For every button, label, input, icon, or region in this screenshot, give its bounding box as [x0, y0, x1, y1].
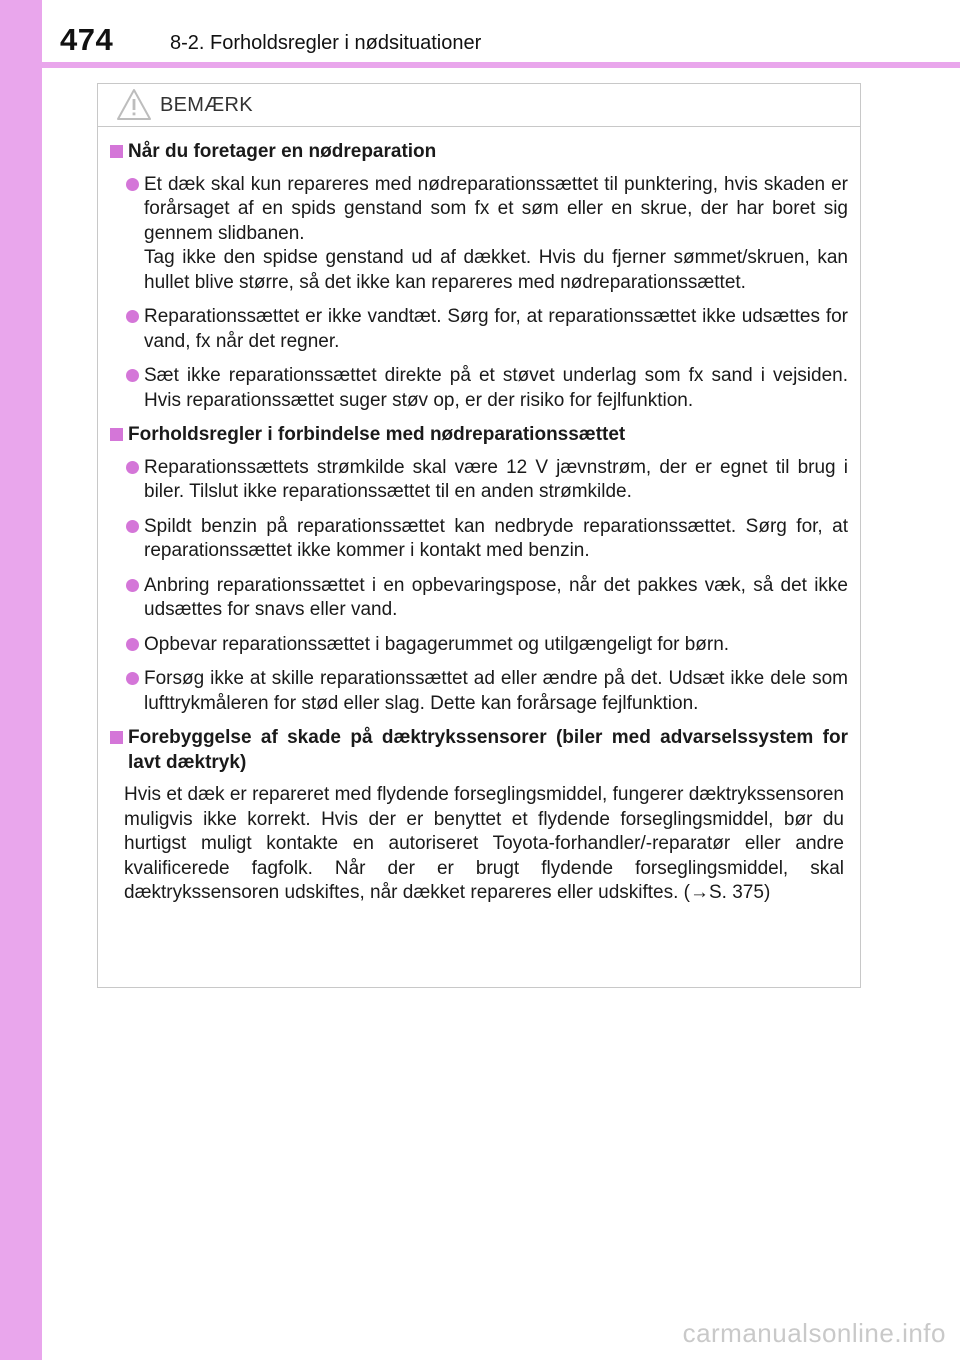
list-item — [98, 456, 858, 505]
circle-bullet-icon — [126, 310, 139, 323]
list-item — [98, 515, 858, 564]
circle-bullet-icon — [126, 520, 139, 533]
section-paragraph: Hvis et dæk er repareret med flydende forseglingsmiddel, fungerer dæktrykssensoren muligvis ikke korrekt. Hvis der er benyttet et flydende forseglingsmiddel, bør du hurtigst muligt kontakte en autoriseret Toyota-forhandler/-reparatør eller andre kvalificerede fagfolk. Når der er brugt flydende forseglingsmiddel, skal dæktrykssensoren udskiftes, når dækket repareres eller udskiftes. (→S. 375) — [124, 784, 844, 903]
circle-bullet-icon — [126, 461, 139, 474]
list-item — [98, 305, 858, 354]
circle-bullet-icon — [126, 178, 139, 191]
list-item-text: Reparationssættet er ikke vandtæt. Sørg for, at reparationssættet ikke udsættes for vand, fx når det regner. — [144, 306, 848, 352]
list-item-text: Anbring reparationssættet i en opbevaringspose, når det pakkes væk, så det ikke udsættes for snavs eller vand. — [144, 574, 848, 620]
list-item-text: Forsøg ikke at skille reparationssættet ad eller ændre på det. Udsæt ikke dele som lufttrykmåleren for stød eller slag. Dette kan forårsage fejlfunktion. — [144, 668, 848, 714]
notice-box — [97, 83, 861, 988]
list-item-text: Reparationssættets strømkilde skal være 12 V jævnstrøm, der er egnet til brug i biler. Tilslut ikke reparationssættet til en anden strømkilde. — [144, 456, 848, 502]
circle-bullet-icon — [126, 579, 139, 592]
circle-bullet-icon — [126, 369, 139, 382]
notice-body — [98, 140, 858, 916]
list-item-text: Opbevar reparationssættet i bagagerummet og utilgængeligt for børn. — [144, 633, 730, 655]
section-heading — [98, 423, 858, 448]
warning-triangle-icon — [116, 88, 152, 122]
square-bullet-icon — [110, 145, 123, 158]
list-item — [98, 633, 858, 658]
section-title: 8-2. Forholdsregler i nødsituationer — [170, 32, 482, 54]
list-item-text: Et dæk skal kun repareres med nødreparationssættet til punktering, hvis skaden er forårsaget af en spids genstand som fx et søm eller en skrue, der har boret sig gennem slidbanen. Tag ikke den spidse genstand ud af dækket. Hvis du fjerner sømmet/skruen, kan hullet blive større, så det ikke kan repareres med nødreparationssættet. — [144, 173, 848, 293]
list-item — [98, 667, 858, 716]
notice-title: BEMÆRK — [160, 94, 253, 116]
section-heading-text: Forholdsregler i forbindelse med nødreparationssættet — [128, 424, 626, 445]
section-heading — [98, 726, 858, 775]
watermark: carmanualsonline.info — [682, 1318, 946, 1348]
circle-bullet-icon — [126, 638, 139, 651]
page-number: 474 — [60, 22, 114, 57]
list-item — [98, 364, 858, 413]
list-item — [98, 173, 858, 296]
section-heading-text: Forebyggelse af skade på dæktrykssensorer (biler med advarselssystem for lavt dæktryk) — [128, 727, 848, 773]
circle-bullet-icon — [126, 672, 139, 685]
list-item-text: Spildt benzin på reparationssættet kan nedbryde reparationssættet. Sørg for, at reparationssættet ikke kommer i kontakt med benzin. — [144, 515, 848, 561]
section-heading-text: Når du foretager en nødreparation — [128, 141, 437, 162]
list-item-text: Sæt ikke reparationssættet direkte på et støvet underlag som fx sand i vejsiden. Hvis reparationssættet suger støv op, er der risiko for fejlfunktion. — [144, 365, 848, 411]
list-item — [98, 574, 858, 623]
square-bullet-icon — [110, 731, 123, 744]
sidebar-color-tab — [0, 0, 42, 1360]
notice-header — [98, 84, 860, 127]
square-bullet-icon — [110, 428, 123, 441]
header-rule — [42, 62, 960, 68]
section-heading — [98, 140, 858, 165]
